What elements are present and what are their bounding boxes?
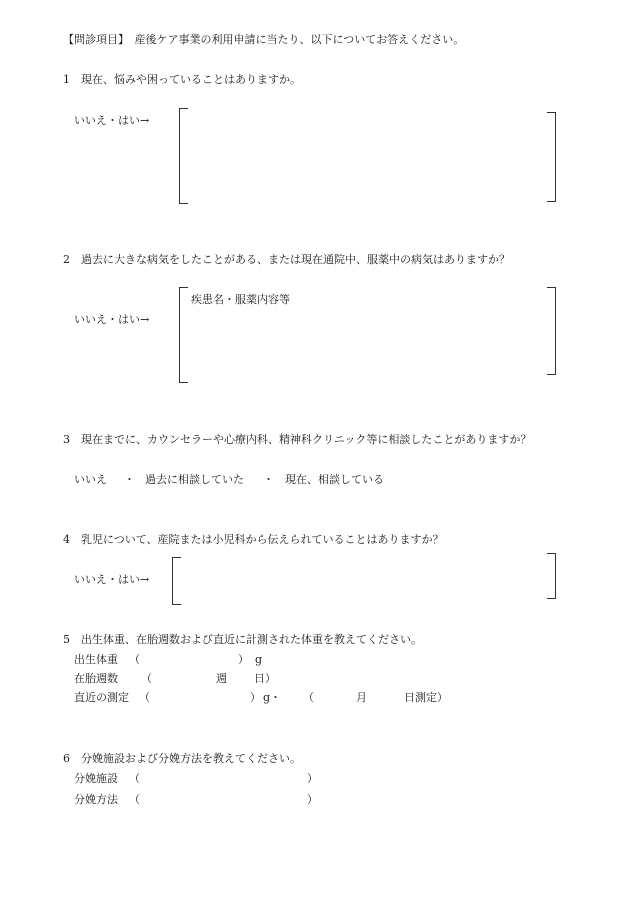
birth-weight-field[interactable] [144,652,236,668]
birth-weight-close-paren: ） [238,653,249,666]
recent-month-unit: 月 [356,691,367,704]
birth-weight-open-paren: （ [129,653,140,666]
q3-option-current-consultation[interactable]: 現在、相談している [285,473,384,486]
facility-field[interactable] [144,771,306,787]
recent-month-field[interactable] [318,690,354,706]
q2-yes-no-choice[interactable]: いいえ・はい→ [74,313,150,326]
facility-label: 分娩施設 [74,772,118,785]
gestation-days-field[interactable] [230,671,254,687]
q1-answer-bracket-right [547,112,556,202]
gestation-weeks-field[interactable] [156,671,214,687]
q4-answer-bracket-right [547,553,556,599]
question-6: 6 分娩施設および分娩方法を教えてください。 [63,752,301,765]
q4-yes-no-choice[interactable]: いいえ・はい→ [74,573,150,586]
facility-open-paren: （ [129,772,140,785]
recent-day-unit: 日測定） [404,691,448,704]
method-field[interactable] [144,792,306,808]
question-1: 1 現在、悩みや困っていることはありますか。 [63,73,301,86]
q4-answer-bracket-left [172,557,181,605]
q2-answer-bracket-left [179,287,188,383]
q1-yes-no-choice[interactable]: いいえ・はい→ [74,114,150,127]
recent-date-open-paren: （ [303,691,314,704]
gestation-label: 在胎週数 [74,672,118,685]
birth-weight-label: 出生体重 [74,653,118,666]
question-4: 4 乳児について、産院または小児科から伝えられていることはありますか？ [63,533,444,546]
recent-weight-open-paren: （ [139,691,150,704]
recent-weight-field[interactable] [154,690,248,706]
method-label: 分娩方法 [74,793,118,806]
q2-answer-bracket-right [547,287,556,375]
q3-option-past-consultation[interactable]: 過去に相談していた [145,473,244,486]
method-close-paren: ） [307,793,318,806]
q1-answer-area[interactable] [190,110,542,200]
q4-answer-area[interactable] [184,558,542,600]
recent-day-field[interactable] [372,690,402,706]
q1-answer-bracket-left [179,108,188,204]
form-header: 【問診項目】 産後ケア事業の利用申請に当たり、以下についてお答えください。 [63,33,465,46]
facility-close-paren: ） [307,772,318,785]
recent-weight-close-paren: ） [250,691,261,704]
method-open-paren: （ [129,793,140,806]
q3-separator-1: ・ [124,473,135,486]
q2-answer-area[interactable] [190,310,542,378]
q3-option-no[interactable]: いいえ [74,473,107,486]
q3-separator-2: ・ [263,473,274,486]
question-5: 5 出生体重、在胎週数および直近に計測された体重を教えてください。 [63,633,422,646]
q2-disease-medication-label: 疾患名・服薬内容等 [191,293,290,306]
gestation-open-paren: （ [141,672,152,685]
birth-weight-unit: g [255,653,263,666]
gestation-day-unit: 日） [254,672,276,685]
question-3: 3 現在までに、カウンセラーや心療内科、精神科クリニック等に相談したことがありますか？ [63,433,532,446]
recent-measure-label: 直近の測定 [74,691,129,704]
recent-weight-unit: g・ [263,691,282,704]
gestation-week-unit: 週 [216,672,227,685]
question-2: 2 過去に大きな病気をしたことがある、または現在通院中、服薬中の病気はありますか？ [63,253,510,266]
